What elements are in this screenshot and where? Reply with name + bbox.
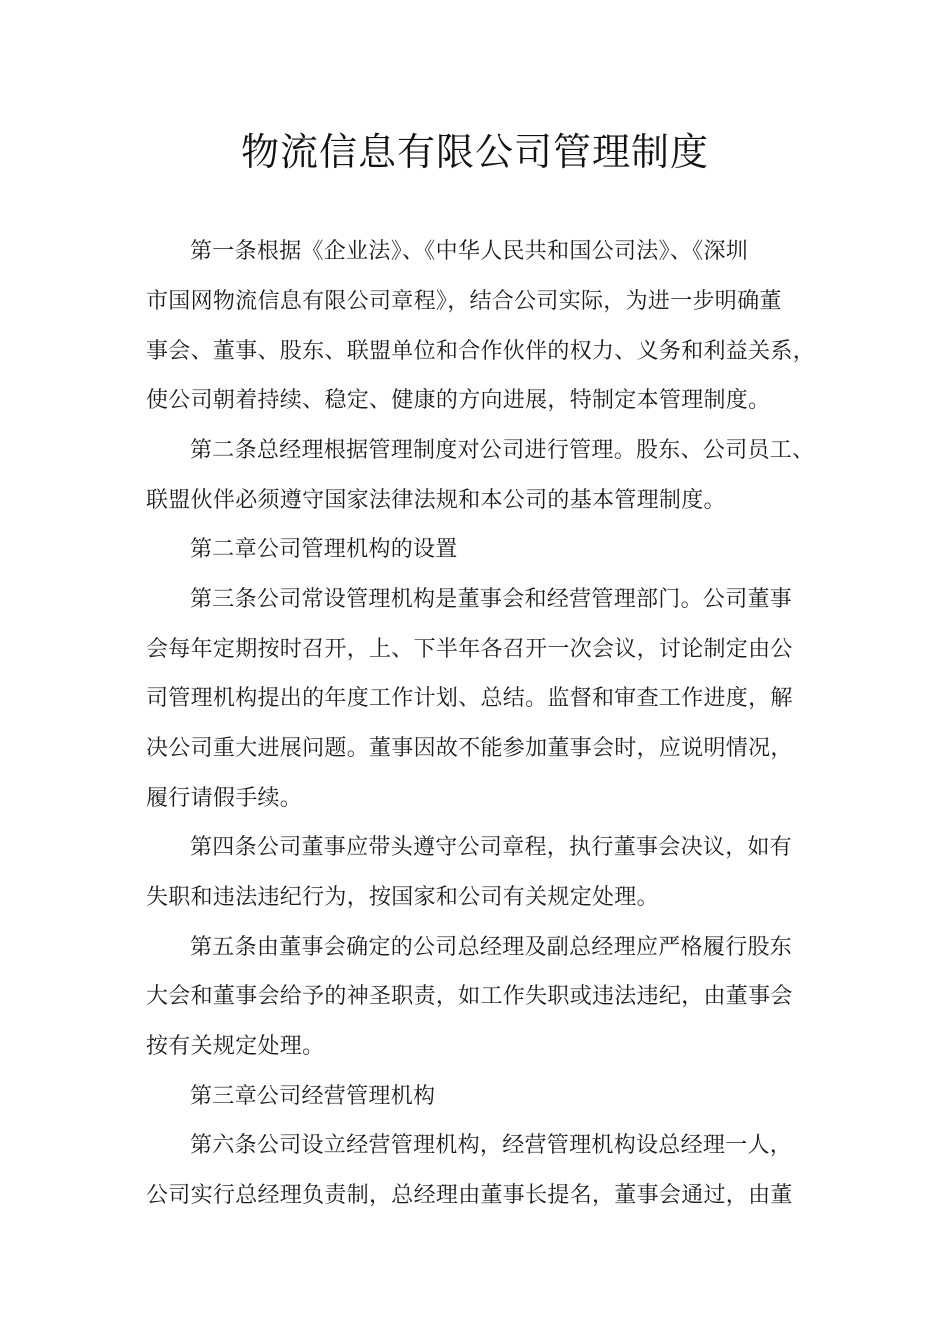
article-1-line-4: 使公司朝着持续、稳定、健康的方向进展，特制定本管理制度。 — [146, 388, 771, 413]
chapter-3-heading: 第三章公司经营管理机构 — [190, 1084, 436, 1109]
article-6-line-1: 第六条公司设立经营管理机构，经营管理机构设总经理一人， — [190, 1133, 793, 1158]
article-1-line-2: 市国网物流信息有限公司章程》，结合公司实际，为进一步明确董 — [146, 289, 782, 314]
article-3-line-3: 司管理机构提出的年度工作计划、总结。监督和审查工作进度，解 — [146, 686, 793, 711]
article-6-line-2: 公司实行总经理负责制，总经理由董事长提名，董事会通过，由董 — [146, 1183, 793, 1208]
document-title: 物流信息有限公司管理制度 — [240, 130, 709, 174]
article-5-line-2: 大会和董事会给予的神圣职责，如工作失职或违法违纪，由董事会 — [146, 984, 793, 1009]
article-3-line-5: 履行请假手续。 — [146, 786, 303, 811]
article-4-line-2: 失职和违法违纪行为，按国家和公司有关规定处理。 — [146, 885, 659, 910]
article-4-line-1: 第四条公司董事应带头遵守公司章程，执行董事会决议，如有 — [190, 835, 793, 860]
article-3-line-2: 会每年定期按时召开，上、下半年各召开一次会议，讨论制定由公 — [146, 637, 793, 662]
article-2-line-1: 第二条总经理根据管理制度对公司进行管理。股东、公司员工、 — [190, 438, 815, 463]
article-3-line-1: 第三条公司常设管理机构是董事会和经营管理部门。公司董事 — [190, 587, 793, 612]
article-1-line-1: 第一条根据《企业法》、《中华人民共和国公司法》、《深圳 — [190, 239, 749, 264]
article-1-line-3: 事会、董事、股东、联盟单位和合作伙伴的权力、义务和利益关系， — [146, 339, 816, 364]
article-3-line-4: 决公司重大进展问题。董事因故不能参加董事会时，应说明情况， — [146, 736, 793, 761]
chapter-2-heading: 第二章公司管理机构的设置 — [190, 537, 458, 562]
article-5-line-1: 第五条由董事会确定的公司总经理及副总经理应严格履行股东 — [190, 935, 793, 960]
article-5-line-3: 按有关规定处理。 — [146, 1034, 325, 1059]
article-2-line-2: 联盟伙伴必须遵守国家法律法规和本公司的基本管理制度。 — [146, 488, 726, 513]
